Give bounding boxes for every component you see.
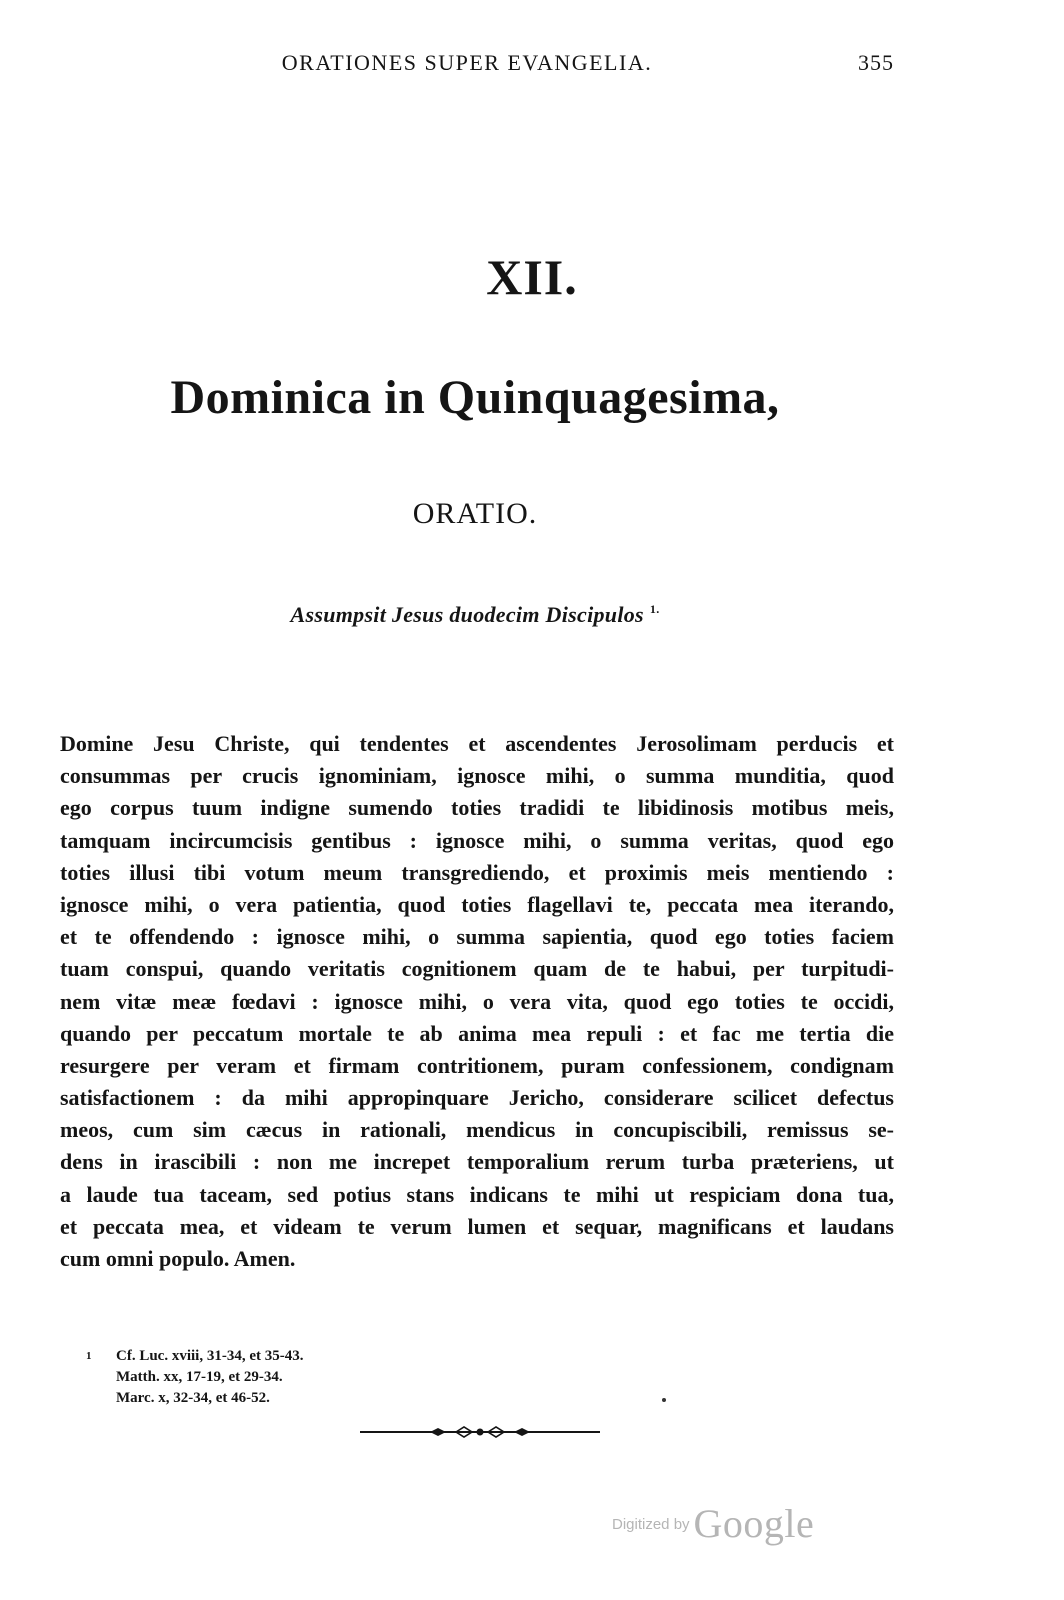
digitized-watermark (612, 1500, 814, 1547)
prayer-text (60, 728, 894, 1275)
prayer-line: et peccata mea, et videam te verum lumen et sequar, magnificans et laudans (60, 1213, 894, 1239)
footnote-line (86, 1346, 303, 1367)
prayer-line: consummas per crucis ignominiam, ignosce mihi, o summa munditia, quod (60, 763, 894, 789)
footnote-mark: 1 (86, 1350, 92, 1362)
prayer-line: tuam conspui, quando veritatis cognitionem quam de te habui, per turpitudi- (60, 956, 894, 982)
incipit-text: Assumpsit Jesus duodecim Discipulos (290, 602, 644, 627)
footnote-text: Marc. x, 32-34, et 46-52. (116, 1390, 270, 1406)
ornament-divider (360, 1424, 600, 1440)
prayer-line: a laude tua taceam, sed potius stans indicans te mihi ut respiciam dona tua, (60, 1181, 894, 1207)
footnote-line (86, 1367, 303, 1388)
footnote-line (86, 1388, 303, 1409)
prayer-line: Domine Jesu Christe, qui tendentes et ascendentes Jerosolimam perducis et (60, 731, 894, 756)
footnotes (86, 1346, 303, 1409)
running-head (60, 50, 894, 86)
running-title: ORATIONES SUPER EVANGELIA. (281, 50, 653, 75)
prayer-line: satisfactionem : da mihi appropinquare Jericho, considerare scilicet defectus (60, 1085, 894, 1111)
footnote-text: Matth. xx, 17-19, et 29-34. (116, 1369, 283, 1385)
prayer-line: cum omni populo. Amen. (60, 1246, 296, 1271)
google-logo: Google (693, 1501, 815, 1546)
prayer-line: et te offendendo : ignosce mihi, o summa sapientia, quod ego toties faciem (60, 924, 894, 950)
incipit (0, 602, 950, 628)
prayer-line: ego corpus tuum indigne sumendo toties tradidi te libidinosis motibus meis, (60, 795, 894, 821)
section-heading: ORATIO. (412, 497, 538, 530)
watermark-prefix: Digitized by (612, 1516, 690, 1533)
chapter-number: XII. (486, 249, 578, 305)
page-number: 355 (858, 50, 894, 75)
footnote-text: Cf. Luc. xviii, 31-34, et 35-43. (116, 1348, 304, 1364)
prayer-line: resurgere per veram et firmam contritionem, puram confessionem, condignam (60, 1052, 894, 1078)
prayer-line: nem vitæ meæ fœdavi : ignosce mihi, o vera vita, quod ego toties te occidi, (60, 988, 894, 1014)
stray-mark (662, 1398, 666, 1402)
prayer-line: ignosce mihi, o vera patientia, quod toties flagellavi te, peccata mea iterando, (60, 891, 894, 917)
prayer-line: dens in irascibili : non me increpet temporalium rerum turba præteriens, ut (60, 1149, 894, 1175)
footnote-reference: 1. (649, 602, 660, 616)
prayer-line: quando per peccatum mortale te ab anima mea repuli : et fac me tertia die (60, 1020, 894, 1046)
prayer-line: meos, cum sim cæcus in rationali, mendicus in concupiscibili, remissus se- (60, 1117, 894, 1143)
prayer-line: toties illusi tibi votum meum transgrediendo, et proximis meis mentiendo : (60, 859, 894, 885)
prayer-line: tamquam incircumcisis gentibus : ignosce mihi, o summa veritas, quod ego (60, 827, 894, 853)
chapter-title: Dominica in Quinquagesima, (170, 371, 780, 424)
